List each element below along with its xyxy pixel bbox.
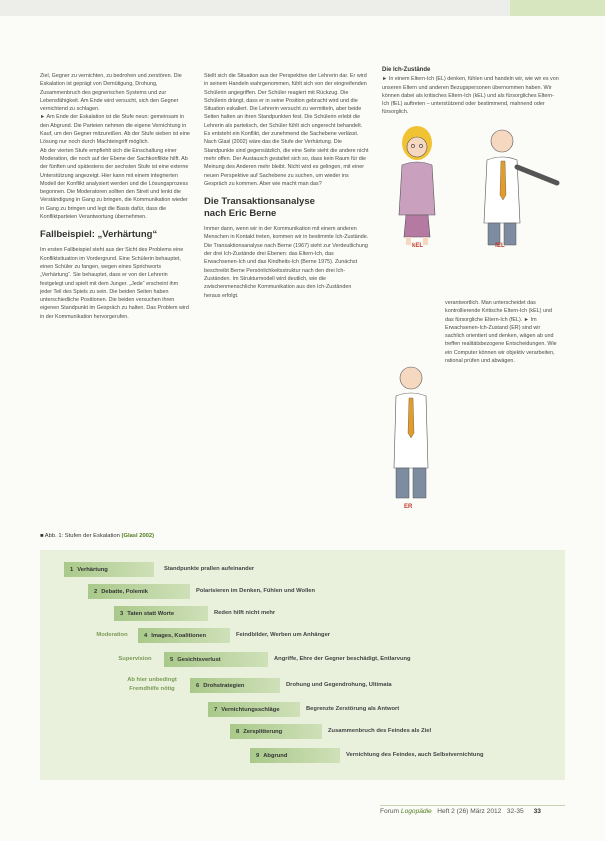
heading-line-2: nach Eric Berne [204, 208, 277, 220]
step-1-desc: Standpunkte prallen aufeinander [164, 566, 255, 572]
step-label: Abgrund [263, 752, 288, 759]
illustration-parents [382, 105, 562, 255]
footer-issue: Heft 2 (26) März 2012 [437, 808, 502, 815]
step-number: 4 [144, 632, 148, 639]
step-9-desc: Vernichtung des Feindes, auch Selbstvernichtung [346, 752, 484, 758]
heading-fallbeispiel: Fallbeispiel: „Verhärtung“ [40, 229, 158, 241]
text-column-1 [40, 72, 190, 321]
paragraph: Im ersten Fallbeispiel steht aus der Sicht des Problems eine Konfliktsituation im Vordergrund. Eine Schülerin behauptet, einen Schüler zu fangen, wegen eines Sprichworts „Verhärtung“. Sie behauptet, dass er von der Lehrerin festgelegt und spielt mit dem Junger. „Jede“ erscheint ihm jeder Teil des Spiels zu sein. Die beiden Seiten haben unterschiedliche Positionen. Die beiden versuchen ihren eigenen Standpunkt im Gespräch zu halten. Das Problem wird in der Kommunikation hervorgerufen. [40, 247, 189, 320]
step-4-desc: Feindbilder, Werben um Anhänger [236, 632, 331, 638]
parent-figures-illustration [382, 105, 562, 255]
step-4 [138, 628, 230, 643]
kel-label: kEL [412, 243, 424, 249]
er-label: ER [404, 504, 413, 510]
paragraph: ► In einem Eltern-Ich (EL) denken, fühlen und handeln wir, wie wir es von unseren Eltern und anderen Bezugspersonen übernommen haben. Wir können dabei als kritisches Eltern-Ich (kEL) und als fürsorgliches Eltern-Ich (fEL) auftreten – unterstützend oder bestimmend, mahnend oder fürsorglich. [382, 76, 559, 116]
step-2-desc: Polarisieren im Denken, Fühlen und Wollen [196, 588, 316, 594]
heading-line-1: Die Transaktionsanalyse [204, 196, 315, 208]
footer-pages: 32-35 [506, 808, 524, 815]
step-number: 3 [120, 610, 124, 617]
step-number: 6 [196, 682, 200, 689]
footer-forum: Forum [380, 808, 400, 815]
phase-external-line-2: Fremdhilfe nötig [129, 686, 175, 692]
step-label: Zersplitterung [243, 728, 283, 735]
step-6-desc: Drohung und Gegendrohung, Ultimata [286, 682, 392, 688]
step-8 [230, 724, 322, 739]
text-column-2 [204, 72, 369, 300]
step-3 [114, 606, 208, 621]
step-7 [208, 702, 300, 717]
step-number: 5 [170, 656, 174, 663]
step-6 [190, 678, 280, 693]
fel-label: fEL [495, 243, 505, 249]
footer-journal: Logopädie [400, 808, 432, 815]
step-3-desc: Reden hilft nicht mehr [214, 610, 276, 616]
paragraph: Ab der vierten Stufe empfiehlt sich die Einschaltung einer Moderation, die noch auf der Ebene der Sachkonflikte hilft. Ab der fünften und spätestens der sechsten Stufe ist eine externe Unterstützung angezeigt. Hier kann mit einem integrierten Modell der Konflikt analysiert werden und die Lösungsprozess begonnen. Die Moderatoren sollten den Streit und lenkt die Verständigung in Gang zu bringen, die Kommunikation wieder in Gang zu bringen und legt die Basis dafür, dass die Konfliktparteien Verantwortung übernehmen. [40, 147, 189, 221]
phase-external-line-1: Ab hier unbedingt [127, 677, 177, 683]
step-label: Drohstrategien [203, 682, 245, 689]
step-number: 8 [236, 728, 240, 735]
figure-caption [40, 533, 154, 539]
heading-transaktionsanalyse [204, 196, 369, 220]
paragraph: Ziel, Gegner zu vernichten, zu bedrohen und zerstören. Die Eskalation ist geprägt von Demütigung, Drohung, Zusammenbruch des gegnerischen Systems und zur Lebensfähigkeit. Am Ende wird versucht, sich den Gegner vernichtend zu schlagen. [40, 73, 182, 113]
step-label: Verhärtung [77, 566, 108, 573]
caption-text: ■ Abb. 1: Stufen der Eskalation [40, 533, 120, 539]
step-number: 7 [214, 706, 218, 713]
step-number: 9 [256, 752, 260, 759]
phase-external-help [112, 676, 192, 694]
step-5-desc: Angriffe, Ehre der Gegner beschädigt, Entlarvung [274, 656, 411, 662]
step-1 [64, 562, 154, 577]
text-right-of-figure: verantwortlich. Man unterscheidet das kontrollierende Kritische Eltern-Ich (kEL) und das fürsorgliche Eltern-Ich (fEL). ► Im Erwachsenen-Ich-Zustand (ER) sind wir sachlich orientiert und denken, wägen ab und treffen realitätsbezogene Entscheidungen. Wie ein Computer können wir objektiv verarbeiten, rational prüfen und abwägen. [445, 300, 557, 365]
paragraph: Stellt sich die Situation aus der Perspektive der Lehrerin dar. Er wird in seinem Handeln wahrgenommen, fühlt sich von der eingreifenden Schülerin angegriffen. Der Schüler reagiert mit Rückzug. Die Schülerin drängt, dass er in seine Position gebracht wird und die Situation eskaliert. Die Lehrerin versucht zu vermitteln, aber beide Seiten halten an ihren Standpunkten fest. Die Schülerin erlebt die Lehrerin als parteiisch, der Schüler fühlt sich ungerecht behandelt. Es entsteht ein Konflikt, der zunehmend die Sachebene verlässt. [204, 73, 367, 138]
step-5 [164, 652, 268, 667]
step-label: Images, Koalitionen [151, 632, 206, 639]
step-label: Taten statt Worte [127, 610, 175, 617]
man-figure [484, 130, 557, 245]
paragraph: Nach Glasl (2002) wäre das die Stufe der Verhärtung. Die Standpunkte sind gegensätzlich, die eine Seite sieht die andere nicht mehr offen. Der Austausch gestaltet sich so, dass kein Raum für die Meinung des Anderen mehr bleibt. Nicht wird es gelingen, mit einer neuen Perspektive auf Sachebene zu suchen, um wieder ins Gespräch zu kommen. Aber wie macht man das? [204, 139, 369, 187]
escalation-diagram [40, 550, 565, 780]
woman-figure [399, 126, 435, 245]
step-9 [250, 748, 340, 763]
step-2 [88, 584, 190, 599]
step-label: Vernichtungsschläge [221, 706, 280, 713]
page-footer [380, 808, 541, 815]
step-number: 1 [70, 566, 74, 573]
illustration-adult [382, 358, 440, 518]
heading-ich-zustaende: Die Ich-Zustände [382, 67, 431, 73]
step-7-desc: Begrenzte Zerstörung als Antwort [306, 706, 400, 712]
top-bar-accent [510, 0, 605, 16]
adult-figure-illustration [382, 358, 440, 518]
caption-source: (Glasl 2002) [121, 533, 155, 539]
paragraph: ► Am Ende der Eskalation ist die Stufe neun: gemeinsam in den Abgrund. Die Parteien nehmen die eigene Vernichtung in Kauf, um den Gegner mitzureißen. Ab der Stufe sieben ist eine Lösung nur noch durch Machteingriff möglich. [40, 114, 190, 146]
phase-supervision: Supervision [118, 656, 152, 662]
step-label: Gesichtsverlust [177, 656, 221, 663]
footer-divider [380, 805, 565, 806]
step-number: 2 [94, 588, 98, 595]
page-number: 33 [533, 808, 541, 815]
step-8-desc: Zusammenbruch des Feindes als Ziel [328, 728, 432, 734]
paragraph: Immer dann, wenn wir in der Kommunikation mit einem anderen Menschen in Kontakt treten, kommen wir in bestimmte Ich-Zustände. Die Transaktionsanalyse nach Berne (1967) sieht zur Verdeutlichung der drei Ich-Zustände drei Ebenen: das Eltern-Ich, das Erwachsenen-Ich und das Kindheits-Ich (Berne 1975). Zunächst beschreibt Berne Persönlichkeitsstruktur nach den drei Ich-Zuständen. Im Strukturmodell wird deutlich, wie die zwischenmenschliche Kommunikation aus den Ich-Zuständen heraus erfolgt. [204, 226, 369, 299]
phase-moderation: Moderation [96, 632, 128, 638]
step-label: Debatte, Polemik [101, 588, 148, 595]
